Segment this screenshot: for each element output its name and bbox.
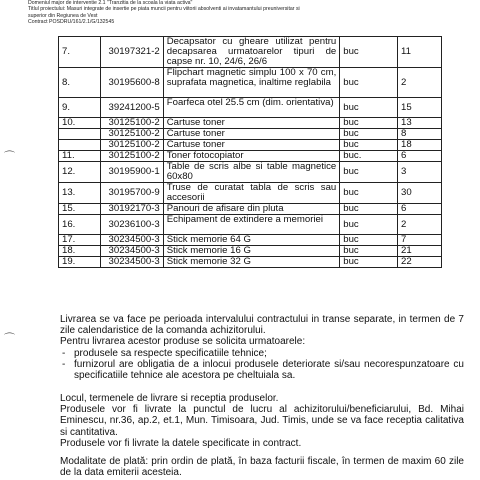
cpv-code-cell: 30125100-2 bbox=[101, 140, 164, 151]
payment-paragraph: Modalitate de plată: prin ordin de plată, în baza facturii fiscale, în termen de maxim 60 zile de la data emiterii acesteia. bbox=[60, 456, 464, 479]
unit-of-measure-cell: buc bbox=[340, 140, 398, 151]
cpv-code-cell: 30234500-3 bbox=[101, 257, 164, 268]
cpv-code-cell: 39241200-5 bbox=[101, 98, 164, 118]
quantity-cell: 22 bbox=[397, 257, 441, 268]
row-number-cell: 15. bbox=[59, 204, 101, 215]
unit-of-measure-cell: buc bbox=[340, 68, 398, 98]
product-description-cell: Panouri de afisare din pluta bbox=[163, 204, 340, 215]
product-description-cell: Table de scris albe si table magnetice 60x80 bbox=[163, 162, 340, 183]
location-paragraph: Produsele vor fi livrate la punctul de lucru al achizitorului/beneficiarului, Bd. Mihai Eminescu, nr.36, ap.2, et.1, Mun. Timisoara, Jud. Timis, unde se va face receptia calitativa si cantitativa. bbox=[60, 404, 464, 438]
header-line-3: superior din Regiunea de Vest bbox=[28, 12, 98, 19]
requirements-intro: Pentru livrarea acestor produse se solicita urmatoarele: bbox=[60, 336, 306, 348]
delivery-section bbox=[60, 314, 464, 381]
cpv-code-cell: 30125100-2 bbox=[101, 129, 164, 140]
row-number-cell: 11. bbox=[59, 151, 101, 162]
cpv-code-cell: 30125100-2 bbox=[101, 118, 164, 129]
unit-of-measure-cell: buc bbox=[340, 215, 398, 235]
quantity-cell: 18 bbox=[397, 140, 441, 151]
row-number-cell: 8. bbox=[59, 68, 101, 98]
scan-mark-lower: ⌒ bbox=[4, 333, 15, 345]
product-description-cell: Cartuse toner bbox=[163, 129, 340, 140]
quantity-cell: 2 bbox=[397, 68, 441, 98]
requirements-list bbox=[60, 348, 464, 382]
cpv-code-cell: 30125100-2 bbox=[101, 151, 164, 162]
row-number-cell bbox=[59, 140, 101, 151]
row-number-cell: 12. bbox=[59, 162, 101, 183]
table-row bbox=[59, 257, 442, 268]
delivery-paragraph: Livrarea se va face pe perioada intervalului contractului in transe separate, in termen de 7 zile calendaristice de la comanda achizitorului. bbox=[60, 314, 464, 337]
product-description-cell: Stick memorie 16 G bbox=[163, 246, 340, 257]
quantity-cell: 3 bbox=[397, 162, 441, 183]
cpv-code-cell: 30234500-3 bbox=[101, 235, 164, 246]
quantity-cell: 21 bbox=[397, 246, 441, 257]
row-number-cell: 7. bbox=[59, 37, 101, 68]
quantity-cell: 30 bbox=[397, 183, 441, 204]
table-row bbox=[59, 140, 442, 151]
unit-of-measure-cell: buc bbox=[340, 98, 398, 118]
cpv-code-cell: 30195900-1 bbox=[101, 162, 164, 183]
unit-of-measure-cell: buc bbox=[340, 129, 398, 140]
unit-of-measure-cell: buc bbox=[340, 37, 398, 68]
table-row bbox=[59, 129, 442, 140]
product-description-cell: Cartuse toner bbox=[163, 118, 340, 129]
unit-of-measure-cell: buc bbox=[340, 257, 398, 268]
quantity-cell: 15 bbox=[397, 98, 441, 118]
row-number-cell: 9. bbox=[59, 98, 101, 118]
quantity-cell: 2 bbox=[397, 215, 441, 235]
cpv-code-cell: 30192170-3 bbox=[101, 204, 164, 215]
quantity-cell: 6 bbox=[397, 151, 441, 162]
header-line-2: Titlul proiectului: Masuri integrate de insertie pe piata muncii pentru viitorii absolventi ai invatamantului preuniversitar si bbox=[28, 6, 300, 13]
cpv-code-cell: 30195600-8 bbox=[101, 68, 164, 98]
unit-of-measure-cell: buc bbox=[340, 235, 398, 246]
row-number-cell: 16. bbox=[59, 215, 101, 235]
product-description-cell: Flipchart magnetic simplu 100 x 70 cm, suprafata magnetica, inaltime reglabila bbox=[163, 68, 340, 98]
cpv-code-cell: 30195700-9 bbox=[101, 183, 164, 204]
requirement-item: - furnizorul are obligatia de a inlocui produsele deteriorate si/sau necorespunzatoare cu specificatiile tehnice ale acestora pe cheltuiala sa. bbox=[60, 359, 464, 381]
product-description-cell: Echipament de extindere a memoriei bbox=[163, 215, 340, 235]
unit-of-measure-cell: buc bbox=[340, 118, 398, 129]
unit-of-measure-cell: buc bbox=[340, 204, 398, 215]
table-row bbox=[59, 151, 442, 162]
table-row bbox=[59, 162, 442, 183]
product-description-cell: Foarfeca otel 25.5 cm (dim. orientativa) bbox=[163, 98, 340, 118]
cpv-code-cell: 30236100-3 bbox=[101, 215, 164, 235]
row-number-cell: 10. bbox=[59, 118, 101, 129]
table-row bbox=[59, 118, 442, 129]
products-table bbox=[58, 36, 442, 268]
unit-of-measure-cell: buc bbox=[340, 162, 398, 183]
product-description-cell: Truse de curatat tabla de scris sau accesorii bbox=[163, 183, 340, 204]
table-row bbox=[59, 246, 442, 257]
quantity-cell: 8 bbox=[397, 129, 441, 140]
cpv-code-cell: 30197321-2 bbox=[101, 37, 164, 68]
row-number-cell: 19. bbox=[59, 257, 101, 268]
product-description-cell: Decapsator cu gheare utilizat pentru decapsarea urmatoarelor tipuri de capse nr. 10, 24/6, 26/6 bbox=[163, 37, 340, 68]
header-line-4: Contract POSDRU/161/2.1/G/132545 bbox=[28, 19, 115, 26]
product-description-cell: Stick memorie 64 G bbox=[163, 235, 340, 246]
payment-section bbox=[60, 456, 464, 478]
quantity-cell: 7 bbox=[397, 235, 441, 246]
table-row bbox=[59, 98, 442, 118]
row-number-cell bbox=[59, 129, 101, 140]
table-row bbox=[59, 183, 442, 204]
row-number-cell: 13. bbox=[59, 183, 101, 204]
requirement-item: - produsele sa respecte specificatiile tehnice; bbox=[60, 348, 464, 359]
table-row bbox=[59, 68, 442, 98]
product-description-cell: Cartuse toner bbox=[163, 140, 340, 151]
header-line-1: Domeniul major de interventie 2.1 "Tranzitia de la scoala la viata activa" bbox=[28, 0, 193, 6]
table-row bbox=[59, 204, 442, 215]
location-section bbox=[60, 393, 464, 449]
table-row bbox=[59, 215, 442, 235]
row-number-cell: 18. bbox=[59, 246, 101, 257]
product-description-cell: Stick memorie 32 G bbox=[163, 257, 340, 268]
unit-of-measure-cell: buc bbox=[340, 183, 398, 204]
quantity-cell: 13 bbox=[397, 118, 441, 129]
product-description-cell: Toner fotocopiator bbox=[163, 151, 340, 162]
scan-mark-upper: ⌒ bbox=[4, 151, 15, 163]
unit-of-measure-cell: buc bbox=[340, 246, 398, 257]
quantity-cell: 6 bbox=[397, 204, 441, 215]
row-number-cell: 17. bbox=[59, 235, 101, 246]
unit-of-measure-cell: buc. bbox=[340, 151, 398, 162]
location-heading: Locul, termenele de livrare si receptia produselor. bbox=[60, 393, 279, 404]
table-row bbox=[59, 235, 442, 246]
cpv-code-cell: 30234500-3 bbox=[101, 246, 164, 257]
table-row bbox=[59, 37, 442, 68]
dates-paragraph: Produsele vor fi livrate la datele specificate in contract. bbox=[60, 437, 302, 449]
quantity-cell: 11 bbox=[397, 37, 441, 68]
document-header bbox=[28, 0, 458, 26]
